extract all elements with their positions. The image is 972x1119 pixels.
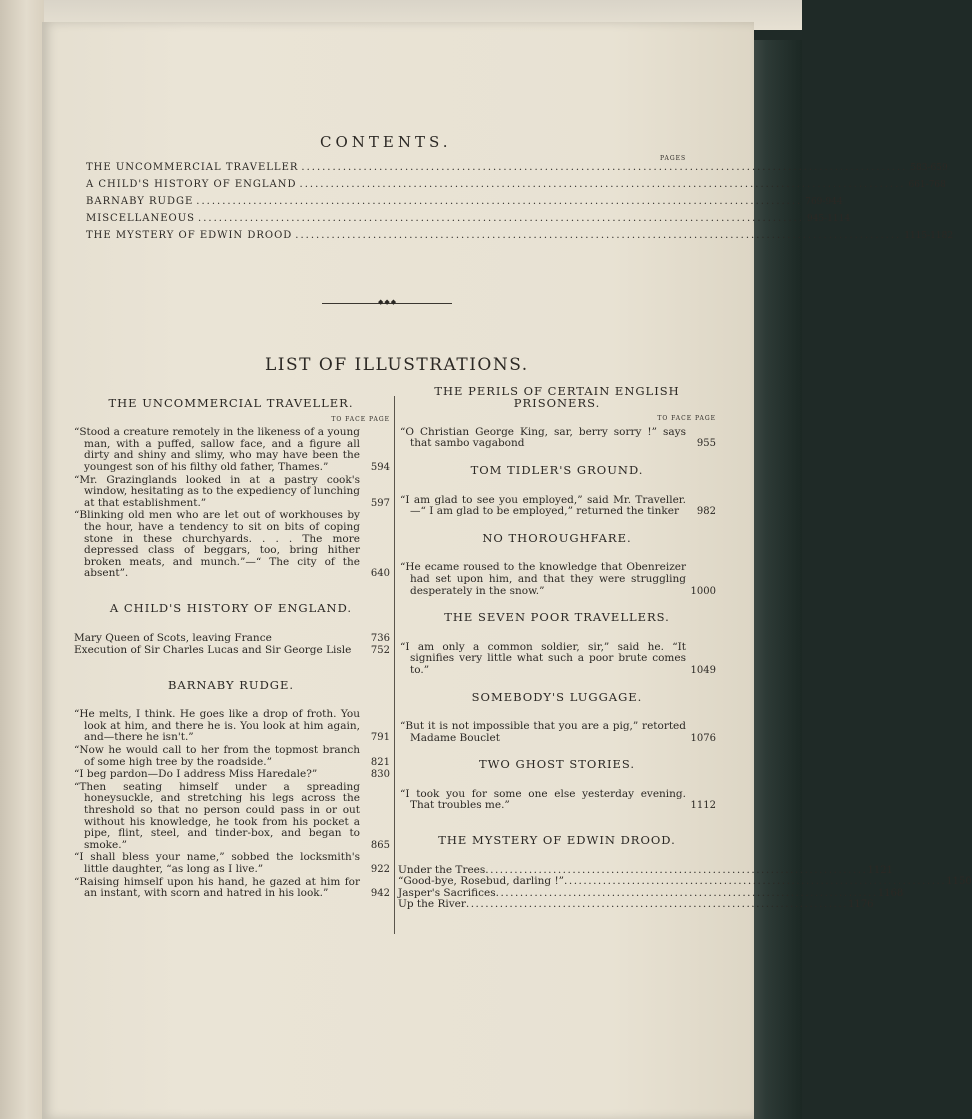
section-title: TWO GHOST STORIES. — [478, 757, 636, 772]
illustration-entry: “Mr. Grazinglands looked in at a pastry cook's window, hesitating as to the expediency of lunching at that establishment.” 597 — [74, 473, 390, 509]
contents-list — [86, 162, 954, 247]
contents-item: MISCELLANEOUS ..................................................................................................................... 945-1114 — [86, 213, 851, 224]
section-title: BARNABY RUDGE. — [167, 677, 295, 692]
section-title: THE PERILS OF CERTAIN ENGLISH PRISONERS. — [434, 384, 680, 410]
illustration-entry: “Stood a creature remotely in the likeness of a young man, with a puffed, sallow face, and a figure all dirty and shiny and slimy, who may have been the youngest son of his filthy old father, Thames.” 594 — [74, 426, 390, 473]
illustration-entry: Execution of Sir Charles Lucas and Sir George Lisle 752 — [74, 644, 390, 657]
section-title: A CHILD'S HISTORY OF ENGLAND. — [109, 600, 353, 615]
illustration-entry: “But it is not impossible that you are a pig,” retorted Madame Bouclet 1076 — [400, 720, 716, 744]
section-title: THE MYSTERY OF EDWIN DROOD. — [438, 833, 676, 848]
illustration-entry: “I am glad to see you employed,” said Mr. Traveller.—“ I am glad to be employed,” returned the tinker 982 — [400, 493, 716, 518]
section-title: THE SEVEN POOR TRAVELLERS. — [444, 610, 670, 625]
illustration-entry: “Blinking old men who are let out of workhouses by the hour, have a tendency to sit on bits of coping stone in these churchyards. . . . The more depressed class of beggars, too, bring hither broken meats, and munch.”—“ The city of the absent”. 640 — [74, 509, 390, 580]
to-face-page-label: TO FACE PAGE — [331, 415, 390, 423]
illustration-entry: “Then seating himself under a spreading honeysuckle, and stretching his legs across the threshold so that no person could pass in or out without his knowledge, he took from his pocket a pipe, flint, steel, and tinder-box, and began to smoke.” 865 — [74, 780, 390, 851]
illustration-entry: Mary Queen of Scots, leaving France 736 — [74, 631, 390, 644]
section-title: NO THOROUGHFARE. — [482, 530, 632, 545]
rule-ornament: ◆◆◆ — [378, 298, 398, 306]
book-left-edge — [0, 0, 44, 1119]
illustration-entry: “Now he would call to her from the topmost branch of some high tree by the roadside.” 821 — [74, 744, 390, 768]
illustrations-right-column — [398, 384, 972, 911]
illustration-entry: “I shall bless your name,” sobbed the locksmith's little daughter, “as long as I live.” 922 — [74, 851, 390, 875]
illustrations-left-column — [72, 398, 390, 901]
illustration-entry: Up the River ............................................................................... 1176 — [398, 898, 874, 911]
section-title: SOMEBODY'S LUGGAGE. — [471, 689, 643, 704]
section-title: THE UNCOMMERCIAL TRAVELLER. — [108, 396, 354, 410]
illustration-entry: Under the Trees ............................................................................... 1121 — [398, 863, 893, 876]
column-divider — [394, 396, 395, 934]
contents-item: A CHILD'S HISTORY OF ENGLAND ..................................................................................................................... 661-768 — [86, 179, 946, 190]
contents-item: BARNABY RUDGE ..................................................................................................................... 769-944 — [86, 196, 843, 207]
illustration-entry: “He ecame roused to the knowledge that Obenreizer had set upon him, and that they were struggling desperately in the snow.” 1000 — [400, 561, 716, 597]
illustration-entry: “I am only a common soldier, sir,” said he. “It signifies very little what such a poor brute comes to.” 1049 — [400, 640, 716, 676]
illustration-entry: “O Christian George King, sar, berry sorry !” says that sambo vagabond 955 — [400, 425, 716, 450]
contents-title: CONTENTS. — [320, 133, 452, 151]
illustration-entry: “I took you for some one else yesterday evening. That troubles me.” 1112 — [400, 787, 716, 812]
illustration-entry: “I beg pardon—Do I address Miss Haredale?” 830 — [74, 768, 390, 781]
illustrations-title: LIST OF ILLUSTRATIONS. — [265, 355, 529, 375]
contents-item: THE MYSTERY OF EDWIN DROOD ..................................................................................................................... 1115-1182 — [86, 230, 954, 241]
pages-label: PAGES — [660, 155, 687, 162]
illustration-entry: “Raising himself upon his hand, he gazed at him for an instant, with scorn and hatred in his look.” 942 — [74, 875, 390, 900]
illustration-entry: “Good-bye, Rosebud, darling !” ............................................................................... 1150 — [398, 875, 972, 888]
contents-item: THE UNCOMMERCIAL TRAVELLER ..................................................................................................................... 583-659 — [86, 162, 948, 173]
section-title: TOM TIDLER'S GROUND. — [470, 462, 644, 477]
illustration-entry: “He melts, I think. He goes like a drop of froth. You look at him, and there he is. You look at him again, and—there he isn't.” 791 — [74, 708, 390, 744]
illustration-entry: Jasper's Sacrifices ............................................................................... 1168 — [398, 886, 904, 899]
to-face-page-label: TO FACE PAGE — [657, 415, 716, 423]
